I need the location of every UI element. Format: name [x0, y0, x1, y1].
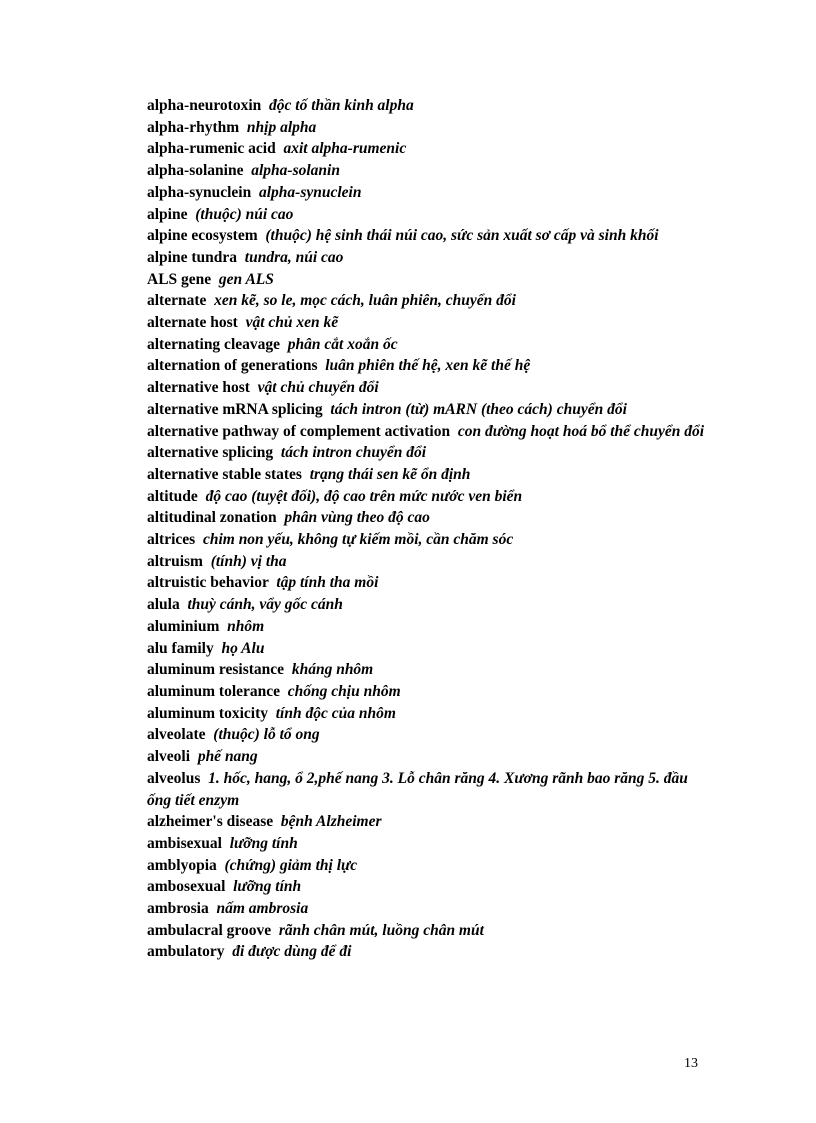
glossary-entry: [147, 160, 707, 182]
entry-term: alveoli: [147, 748, 191, 766]
glossary-entry: [147, 941, 707, 963]
entry-separator: [238, 314, 246, 331]
entry-definition: tách intron (từ) mARN (theo cách) chuyển đổi: [330, 400, 627, 418]
glossary-entry: [147, 442, 707, 464]
glossary-entry: [147, 290, 707, 312]
entry-term: altruism: [147, 552, 203, 570]
entry-separator: [450, 423, 458, 440]
glossary-entry: [147, 638, 707, 660]
entry-separator: [276, 140, 284, 157]
entry-term: ambulatory: [147, 943, 225, 961]
entry-term: alu family: [147, 639, 214, 657]
glossary-entry: [147, 312, 707, 334]
glossary-entry: [147, 616, 707, 638]
entry-definition: luân phiên thế hệ, xen kẽ thế hệ: [325, 357, 531, 375]
entry-definition: (thuộc) lỗ tổ ong: [213, 726, 320, 744]
glossary-entry: [147, 377, 707, 399]
entry-separator: [239, 119, 247, 136]
entry-term: alzheimer's disease: [147, 813, 274, 831]
entry-term: alpine: [147, 205, 188, 223]
entry-term: alternate: [147, 292, 207, 310]
entry-term: aluminum resistance: [147, 661, 285, 679]
entry-term: alternative stable states: [147, 465, 302, 483]
entry-definition: độc tố thần kinh alpha: [269, 97, 414, 114]
entry-separator: [273, 813, 281, 830]
entry-term: alula: [147, 596, 180, 614]
glossary-entry: [147, 659, 707, 681]
entry-term: alpine tundra: [147, 248, 238, 266]
page-number: 13: [684, 1056, 698, 1071]
glossary-entry: [147, 247, 707, 269]
glossary-entry: [147, 551, 707, 573]
glossary-entry: [147, 746, 707, 768]
glossary-entry: [147, 182, 707, 204]
glossary-entry: [147, 486, 707, 508]
entry-term: alternative pathway of complement activation: [147, 422, 451, 440]
glossary-entry: [147, 204, 707, 226]
entry-separator: [203, 553, 211, 570]
entry-definition: trạng thái sen kẽ ổn định: [309, 465, 471, 483]
entry-definition: tập tính tha mồi: [276, 574, 379, 592]
entry-separator: [225, 878, 233, 895]
entry-definition: nhịp alpha: [246, 118, 317, 136]
entry-separator: [206, 292, 214, 309]
entry-separator: [198, 488, 206, 505]
glossary-entry: [147, 355, 707, 377]
entry-definition: bệnh Alzheimer: [280, 813, 382, 831]
entry-separator: [251, 184, 259, 201]
entry-definition: vật chủ chuyển đổi: [257, 379, 379, 397]
entry-definition: alpha-solanin: [251, 162, 340, 180]
entry-definition: axit alpha-rumenic: [283, 140, 407, 158]
entry-definition: chống chịu nhôm: [287, 682, 401, 700]
entry-definition: phân vùng theo độ cao: [284, 509, 430, 527]
entry-definition: rãnh chân mút, luồng chân mút: [278, 921, 484, 939]
entry-term: aluminium: [147, 617, 220, 635]
entry-term: altrices: [147, 531, 196, 549]
glossary-entry: [147, 768, 707, 811]
entry-separator: [237, 249, 245, 266]
entry-definition: nấm ambrosia: [216, 900, 309, 918]
entry-definition: (tính) vị tha: [210, 552, 287, 570]
entry-term: alpine ecosystem: [147, 227, 258, 245]
entry-definition: tundra, núi cao: [244, 248, 344, 266]
entry-definition: kháng nhôm: [291, 661, 374, 679]
entry-definition: con đường hoạt hoá bổ thể chuyển đổi: [457, 422, 705, 440]
glossary-entry: [147, 703, 707, 725]
glossary-entry: [147, 920, 707, 942]
entry-definition: họ Alu: [221, 639, 265, 657]
entry-term: altitude: [147, 487, 198, 505]
entry-term: alpha-rhythm: [147, 118, 240, 136]
entry-term: alternate host: [147, 314, 238, 332]
glossary-entry: [147, 269, 707, 291]
entry-term: ambulacral groove: [147, 921, 272, 939]
entry-separator: [284, 661, 292, 678]
entry-definition: lưỡng tính: [229, 834, 298, 852]
glossary-entry: [147, 399, 707, 421]
entry-term: alternative mRNA splicing: [147, 400, 323, 418]
entry-definition: lưỡng tính: [233, 878, 302, 896]
entry-definition: thuỳ cánh, vẩy gốc cánh: [187, 596, 343, 614]
entry-separator: [211, 271, 219, 288]
entry-term: alpha-synuclein: [147, 183, 252, 201]
entry-term: ambosexual: [147, 878, 226, 896]
entry-separator: [219, 618, 227, 635]
entry-term: alpha-solanine: [147, 162, 244, 180]
glossary-entry: [147, 855, 707, 877]
entry-definition: nhôm: [227, 617, 265, 635]
entry-definition: (thuộc) hệ sinh thái núi cao, sức sản xuất sơ cấp và sinh khối: [265, 227, 659, 245]
entry-term: ambisexual: [147, 834, 222, 852]
entry-definition: 1. hốc, hang, ổ 2,phế nang 3. Lỗ chân răng 4. Xương rãnh bao răng 5. đầu ống tiết enzym: [147, 769, 688, 809]
glossary-entry: [147, 138, 707, 160]
entry-term: aluminum toxicity: [147, 704, 268, 722]
entry-definition: độ cao (tuyệt đối), độ cao trên mức nước ven biển: [205, 487, 523, 505]
entry-definition: (thuộc) núi cao: [195, 205, 294, 223]
entry-separator: [271, 922, 279, 939]
glossary-entry: [147, 421, 707, 443]
entry-definition: alpha-synuclein: [258, 183, 362, 201]
glossary-entry: [147, 117, 707, 139]
glossary-entry: [147, 507, 707, 529]
glossary-entry: [147, 95, 707, 117]
entry-separator: [302, 466, 310, 483]
glossary-entry: [147, 681, 707, 703]
entry-term: alternative host: [147, 379, 250, 397]
entry-separator: [273, 444, 281, 461]
entry-definition: phế nang: [197, 748, 258, 766]
entry-definition: gen ALS: [218, 270, 274, 288]
entry-separator: [280, 336, 288, 353]
entry-term: ALS gene: [147, 270, 212, 288]
glossary-entry: [147, 225, 707, 247]
entry-separator: [280, 683, 288, 700]
entry-separator: [195, 531, 203, 548]
glossary-entry: [147, 594, 707, 616]
glossary-entry: [147, 724, 707, 746]
entry-term: alpha-rumenic acid: [147, 140, 276, 158]
entry-definition: tách intron chuyển đổi: [280, 444, 427, 462]
glossary-entry: [147, 811, 707, 833]
glossary-entry: [147, 464, 707, 486]
entry-term: alternative splicing: [147, 444, 274, 462]
glossary-entry: [147, 572, 707, 594]
entry-term: alternation of generations: [147, 357, 318, 375]
entry-term: aluminum tolerance: [147, 682, 281, 700]
entry-separator: [190, 748, 198, 765]
glossary-entry: [147, 334, 707, 356]
glossary-entry: [147, 529, 707, 551]
entry-definition: xen kẽ, so le, mọc cách, luân phiên, chuyển đổi: [214, 292, 516, 310]
entry-definition: (chứng) giảm thị lực: [224, 856, 358, 874]
entry-separator: [261, 97, 269, 114]
entry-term: alveolate: [147, 726, 206, 744]
entry-definition: chim non yếu, không tự kiếm mồi, cần chăm sóc: [202, 531, 514, 549]
glossary-entry: [147, 898, 707, 920]
entry-separator: [268, 705, 276, 722]
entry-term: amblyopia: [147, 856, 217, 874]
glossary-entry-list: [147, 95, 707, 963]
glossary-entry: [147, 876, 707, 898]
glossary-entry: [147, 833, 707, 855]
entry-separator: [214, 640, 222, 657]
entry-definition: đi được dùng để đi: [232, 943, 352, 961]
entry-term: altruistic behavior: [147, 574, 269, 592]
entry-term: alpha-neurotoxin: [147, 97, 262, 114]
entry-term: alternating cleavage: [147, 335, 281, 353]
entry-separator: [250, 379, 258, 396]
entry-definition: vật chủ xen kẽ: [245, 314, 339, 332]
entry-term: alveolus: [147, 769, 201, 787]
entry-term: ambrosia: [147, 900, 209, 918]
entry-term: altitudinal zonation: [147, 509, 277, 527]
entry-separator: [217, 857, 225, 874]
entry-definition: tính độc của nhôm: [275, 704, 396, 722]
entry-definition: phân cắt xoắn ốc: [287, 335, 398, 353]
entry-separator: [222, 835, 230, 852]
entry-separator: [200, 770, 208, 787]
